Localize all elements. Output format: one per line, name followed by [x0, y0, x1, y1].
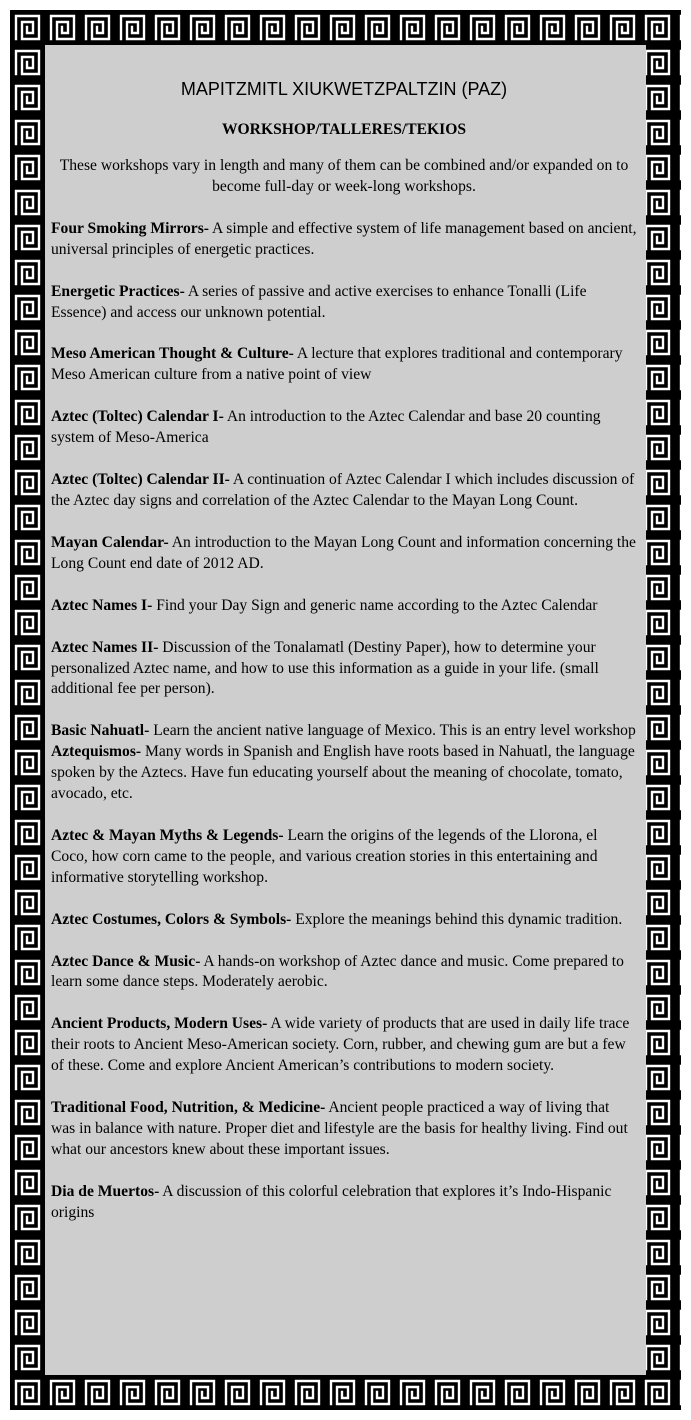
document-subtitle: WORKSHOP/TALLERES/TEKIOS	[221, 121, 467, 138]
workshop-description: Learn the origins of the legends of the Llorona, el Coco, how corn came to the people, and various creation stories in this entertaining and informative storytelling workshop.	[51, 826, 598, 886]
workshop-description: Many words in Spanish and English have roots based in Nahuatl, the language spoken by the Aztecs. Have fun educating yourself about the meaning of chocolate, tomato, avocado, etc.	[51, 743, 635, 803]
workshop-name: Ancient Products, Modern Uses-	[51, 1015, 268, 1033]
workshop-name: Dia de Muertos-	[51, 1182, 160, 1200]
workshop-name: Aztec & Mayan Myths & Legends-	[51, 826, 284, 844]
workshop-item	[51, 742, 637, 805]
workshop-description: Learn the ancient native language of Mexico. This is an entry level workshop	[149, 722, 636, 740]
workshop-item	[51, 596, 637, 617]
workshop-description: A hands-on workshop of Aztec dance and music. Come prepared to learn some dance steps. Moderately aerobic.	[51, 952, 624, 991]
workshop-name: Basic Nahuatl-	[51, 722, 150, 740]
workshop-name: Energetic Practices-	[51, 282, 185, 300]
workshop-description: Explore the meanings behind this dynamic tradition.	[291, 910, 623, 928]
workshop-item	[51, 721, 637, 742]
workshop-item	[51, 910, 637, 931]
workshop-name: Aztec (Toltec) Calendar II-	[51, 471, 230, 489]
workshop-name: Traditional Food, Nutrition, & Medicine-	[51, 1099, 326, 1117]
workshop-item	[51, 219, 637, 261]
workshop-description: Find your Day Sign and generic name according to the Aztec Calendar	[152, 596, 598, 614]
workshop-name: Aztec Names I-	[51, 596, 153, 614]
workshop-description: Discussion of the Tonalamatl (Destiny Paper), how to determine your personalized Aztec name, and how to use this information as a guide in your life. (small additional fee per person).	[51, 638, 599, 698]
workshop-description: Ancient people practiced a way of living that was in balance with nature. Proper diet and lifestyle are the basis for healthy living. Find out what our ancestors knew about these important issues.	[51, 1099, 628, 1158]
workshop-description: An introduction to the Mayan Long Count and information concerning the Long Count end date of 2012 AD.	[51, 533, 636, 572]
workshop-description: A wide variety of products that are used in daily life trace their roots to Ancient Meso-American society. Corn, rubber, and chewing gum are but a few of these. Come and explore Ancient American’s contributions to modern society.	[51, 1015, 630, 1075]
workshop-item	[51, 282, 637, 324]
intro-paragraph: These workshops vary in length and many of them can be combined and/or expanded on to become full-day or week-long workshops.	[59, 157, 629, 195]
document-body	[51, 78, 637, 1245]
workshop-description: A discussion of this colorful celebration that explores it’s Indo-Hispanic origins	[51, 1182, 612, 1221]
workshop-name: Aztec (Toltec) Calendar I-	[51, 408, 224, 426]
workshop-description: A series of passive and active exercises to enhance Tonalli (Life Essence) and access our unknown potential.	[51, 282, 587, 321]
workshop-item	[51, 470, 637, 512]
workshop-description: A continuation of Aztec Calendar I which includes discussion of the Aztec day signs and correlation of the Aztec Calendar to the Mayan Long Count.	[51, 471, 635, 509]
workshop-item	[51, 533, 637, 575]
workshop-item	[51, 407, 637, 449]
workshop-name: Meso American Thought & Culture-	[51, 345, 294, 363]
workshop-item	[51, 952, 637, 994]
workshop-item	[51, 1098, 637, 1161]
workshop-item	[51, 344, 637, 386]
workshop-item	[51, 1014, 637, 1077]
workshop-name: Aztec Costumes, Colors & Symbols-	[51, 910, 292, 928]
workshop-name: Aztequismos-	[51, 743, 142, 761]
workshop-item	[51, 638, 637, 701]
workshop-name: Aztec Dance & Music-	[51, 952, 201, 970]
workshop-description: An introduction to the Aztec Calendar and base 20 counting system of Meso-America	[51, 408, 601, 447]
document-title: MAPITZMITL XIUKWETZPALTZIN (PAZ)	[180, 79, 508, 99]
workshop-item	[51, 826, 637, 889]
workshop-name: Mayan Calendar-	[51, 533, 169, 551]
workshop-item	[51, 1182, 637, 1224]
workshop-description: A simple and effective system of life management based on ancient, universal principles of energetic practices.	[51, 219, 637, 258]
workshop-description: A lecture that explores traditional and contemporary Meso American culture from a native point of view	[51, 345, 623, 384]
workshop-name: Four Smoking Mirrors-	[51, 219, 209, 237]
workshop-name: Aztec Names II-	[51, 638, 159, 656]
